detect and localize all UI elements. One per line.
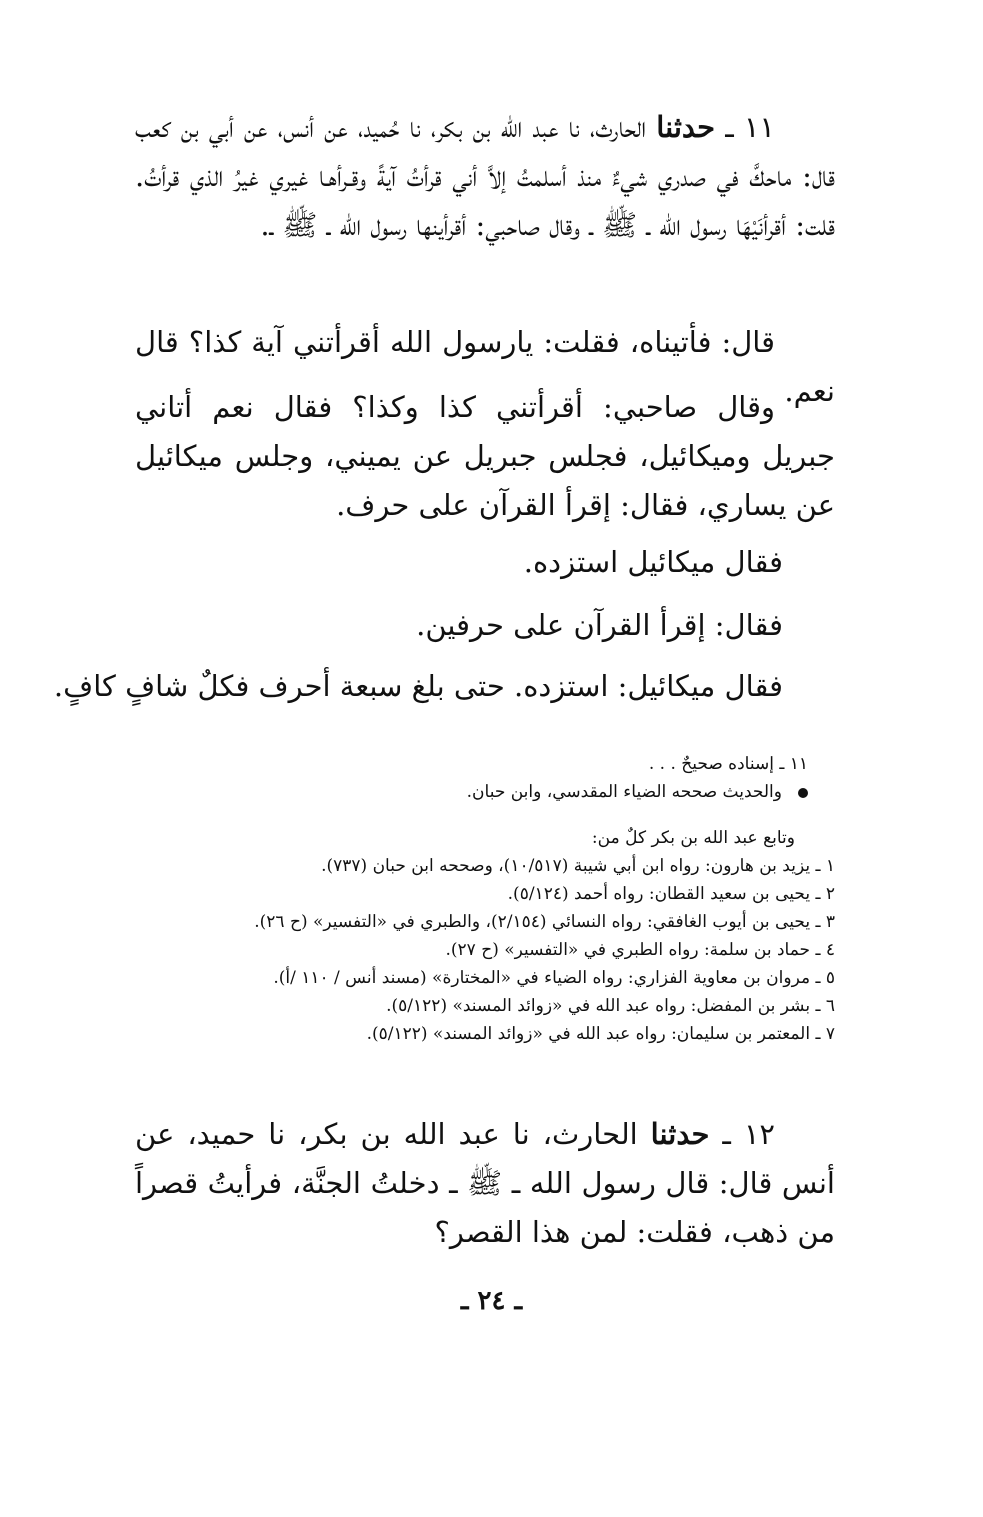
hadith-text: قال: فأتيناه، فقلت: يارسول الله أقرأتني آية كذا؟ قال نعم. bbox=[135, 325, 835, 408]
hadith-11-line-5: فقال: إقرأ القرآن على حرفين. bbox=[416, 608, 783, 642]
hadith-lead-word: حدثنا bbox=[650, 1117, 710, 1151]
hadith-text: الحارث، نا عبد الله بن بكر، نا حُميد، عن أنس، عن أبي بن كعب قال: ماحكَّ في صدري شيءٌ منذ أسلمتُ إلاَّ أني قرأتُ آيةً وقـرأهـا غيري غيرُ الذي قرأتُ. قلت: أقرأنَيْهَا رسول الله ـ ﷺ ـ وقال صاحبي: أقرأينها رسول الله ـ ﷺ ـ. bbox=[135, 110, 835, 242]
footnotes-top bbox=[467, 750, 808, 806]
follower-item: ٧ ـ المعتمر بن سليمان: رواه عبد الله في «زوائد المسند» (٥/١٢٢). bbox=[366, 1024, 835, 1044]
follower-item: ٦ ـ بشر بن المفضل: رواه عبد الله في «زوائد المسند» (٥/١٢٢). bbox=[386, 996, 835, 1016]
footnotes-followers bbox=[254, 824, 835, 1048]
follower-item: ١ ـ يزيد بن هارون: رواه ابن أبي شيبة (١٠/٥١٧)، وصححه ابن حبان (٧٣٧). bbox=[321, 856, 835, 876]
hadith-12-paragraph bbox=[135, 1110, 835, 1257]
hadith-11-line-4: فقال ميكائيل استزده. bbox=[523, 545, 783, 579]
footnote-text: والحديث صححه الضياء المقدسي، وابن حبان. bbox=[466, 782, 782, 802]
footnote-sahhahu bbox=[467, 778, 808, 806]
hadith-number: ١١ ـ bbox=[725, 110, 775, 144]
footnote-isnad: ١١ ـ إسناده صحيحٌ . . . bbox=[648, 754, 808, 774]
hadith-11-paragraph-3 bbox=[135, 383, 835, 530]
hadith-lead-word: حدثنا bbox=[656, 110, 716, 144]
followers-intro: وتابع عبد الله بن بكر كلٌ من: bbox=[591, 828, 795, 848]
bullet-icon bbox=[798, 788, 808, 798]
follower-item: ٣ ـ يحيى بن أيوب الغافقي: رواه النسائي (٢/١٥٤)، والطبري في «التفسير» (ح ٢٦). bbox=[254, 912, 835, 932]
hadith-text: الحارث، نا عبد الله بن بكر، نا حميد، عن أنس قال: قال رسول الله ـ ﷺ ـ دخلتُ الجنَّة، فرأيتُ قصراً من ذهب، فقلت: لمن هذا القصر؟ bbox=[135, 1117, 835, 1249]
hadith-number: ١٢ ـ bbox=[722, 1117, 776, 1151]
follower-item: ٥ ـ مروان بن معاوية الفزاري: رواه الضياء في «المختارة» (مسند أنس / ١١٠ /أ). bbox=[273, 968, 835, 988]
follower-item: ٢ ـ يحيى بن سعيد القطان: رواه أحمد (٥/١٢٤). bbox=[507, 884, 835, 904]
hadith-11-line-6: فقال ميكائيل: استزده. حتى بلغ سبعة أحرف فكلٌ شافٍ كافٍ. bbox=[53, 669, 783, 703]
hadith-11-paragraph-1 bbox=[135, 103, 835, 250]
hadith-text: وقال صاحبي: أقرأتني كذا وكذا؟ فقال نعم أتاني جبريل وميكائيل، فجلس جبريل عن يميني، وجلس ميكائيل عن يساري، فقال: إقرأ القرآن على حرف. bbox=[135, 390, 835, 522]
page-number: ـ ٢٤ ـ bbox=[460, 1286, 523, 1316]
follower-item: ٤ ـ حماد بن سلمة: رواه الطبري في «التفسير» (ح ٢٧). bbox=[445, 940, 835, 960]
